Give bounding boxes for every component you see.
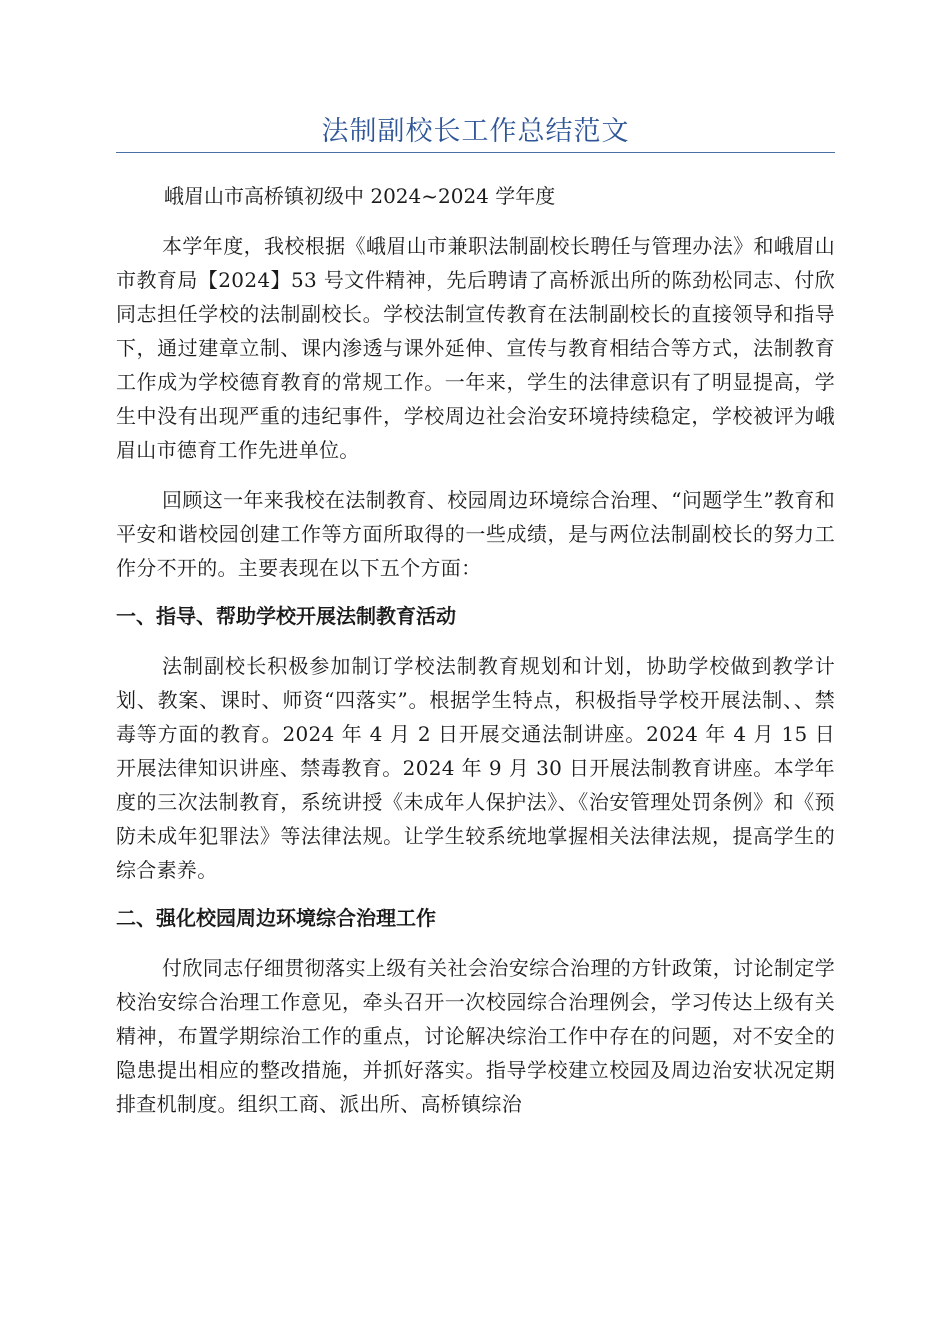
section-heading-2: 二、强化校园周边环境综合治理工作 <box>116 906 436 930</box>
title-divider <box>116 152 835 153</box>
document-subtitle: 峨眉山市高桥镇初级中 2024~2024 学年度 <box>164 184 556 208</box>
paragraph-section-1: 法制副校长积极参加制订学校法制教育规划和计划，协助学校做到教学计划、教案、课时、师资“四落实”。根据学生特点，积极指导学校开展法制、、禁毒等方面的教育。2024 年 4 月 2 日开展交通法制讲座。2024 年 4 月 15 日开展法律知识讲座、禁毒教育。2024 年 9 月 30 日开展法制教育讲座。本学年度的三次法制教育，系统讲授《未成年人保护法》、《治安管理处罚条例》和《预防未成年犯罪法》等法律法规。让学生较系统地掌握相关法律法规，提高学生的综合素养。 <box>116 654 835 882</box>
paragraph-intro: 本学年度，我校根据《峨眉山市兼职法制副校长聘任与管理办法》和峨眉山市教育局【2024】53 号文件精神，先后聘请了高桥派出所的陈劲松同志、付欣同志担任学校的法制副校长。学校法制宣传教育在法制副校长的直接领导和指导下，通过建章立制、课内渗透与课外延伸、宣传与教育相结合等方式，法制教育工作成为学校德育教育的常规工作。一年来，学生的法律意识有了明显提高，学生中没有出现严重的违纪事件，学校周边社会治安环境持续稳定，学校被评为峨眉山市德育工作先进单位。 <box>116 234 835 462</box>
section-heading-1: 一、指导、帮助学校开展法制教育活动 <box>116 604 456 628</box>
paragraph-review: 回顾这一年来我校在法制教育、校园周边环境综合治理、“问题学生”教育和平安和谐校园创建工作等方面所取得的一些成绩，是与两位法制副校长的努力工作分不开的。主要表现在以下五个方面： <box>116 488 835 580</box>
document-page <box>116 0 835 1121</box>
document-title: 法制副校长工作总结范文 <box>321 116 630 147</box>
paragraph-section-2: 付欣同志仔细贯彻落实上级有关社会治安综合治理的方针政策，讨论制定学校治安综合治理工作意见，牵头召开一次校园综合治理例会，学习传达上级有关精神，布置学期综治工作的重点，讨论解决综治工作中存在的问题，对不安全的隐患提出相应的整改措施，并抓好落实。指导学校建立校园及周边治安状况定期排查机制度。组织工商、派出所、高桥镇综治 <box>116 956 835 1116</box>
